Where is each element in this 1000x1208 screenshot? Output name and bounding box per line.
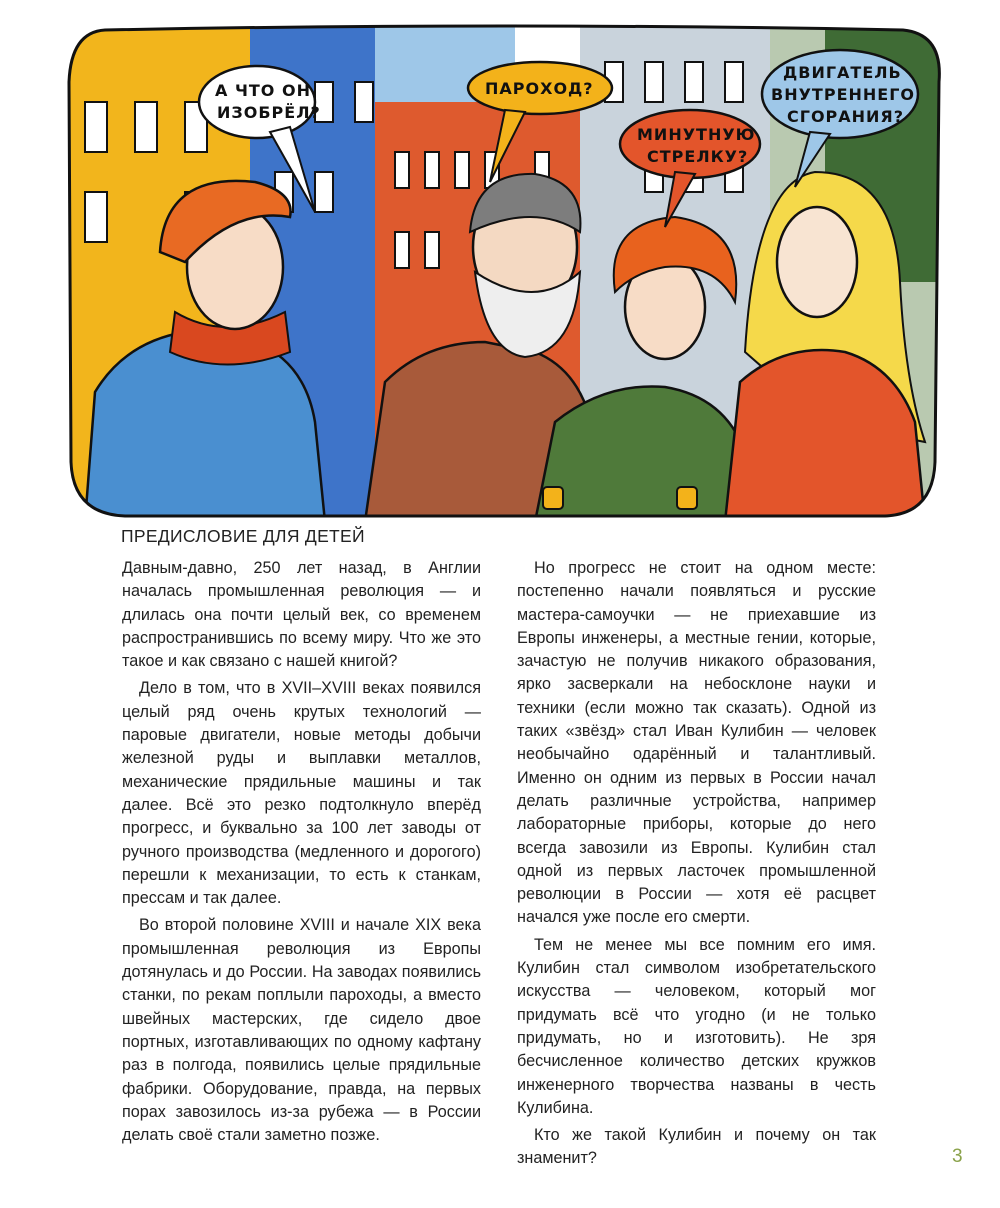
page-number: 3 bbox=[952, 1146, 963, 1167]
bubble-1-line-1: А ЧТО ОН bbox=[215, 81, 311, 100]
suspender-buckle bbox=[677, 487, 697, 509]
comic-illustration bbox=[65, 22, 943, 522]
bubble-4-line-2: ВНУТРЕННЕГО bbox=[771, 85, 915, 104]
paragraph: Кто же такой Кулибин и почему он так знаменит? bbox=[517, 1126, 876, 1168]
bubble-2-line-1: ПАРОХОД? bbox=[485, 79, 594, 98]
bubble-3-line-2: СТРЕЛКУ? bbox=[647, 147, 749, 166]
person-4-face bbox=[777, 207, 857, 317]
bubble-4-line-1: ДВИГАТЕЛЬ bbox=[783, 63, 902, 82]
paragraph: Но прогресс не стоит на одном месте: постепенно начали появляться и русские мастера-самоучки — не приехавшие из Европы инженеры, а местные гении, которые, зачастую не получив никакого образования, ярко засверкали на небосклоне науки и техники (если можно так сказать). Одной из таких «звёзд» стал Иван Кулибин — человек необычайно одарённый и талантливый. Именно он одним из первых в России начал делать различные устройства, например лабораторные приборы, которые до него всегда завозили из Европы. Кулибин стал одной из первых ласточек промышленной революции в России — хотя её расцвет начался уже после его смерти. bbox=[517, 559, 876, 927]
bubble-1-line-2: ИЗОБРЁЛ? bbox=[217, 103, 321, 122]
suspender-buckle bbox=[543, 487, 563, 509]
bubble-3-line-1: МИНУТНУЮ bbox=[637, 125, 756, 144]
paragraph: Дело в том, что в XVII–XVIII веках появился целый ряд очень крутых технологий — паровые двигатели, новые методы добычи железной руды и выплавки металлов, механические прядильные машины и так далее. Всё это резко подтолкнуло вперёд прогресс, и буквально за 100 лет заводы от ручного производства (медленного и дорогого) перешли к механизации, то есть к станкам, прессам и так далее. bbox=[122, 679, 481, 908]
bubble-4-line-3: СГОРАНИЯ? bbox=[787, 107, 905, 126]
page-heading: ПРЕДИСЛОВИЕ ДЛЯ ДЕТЕЙ bbox=[121, 526, 365, 546]
paragraph: Давным-давно, 250 лет назад, в Англии началась промышленная революция — и длилась она почти целый век, со временем распространившись по всему миру. Что же это такое и как связано с нашей книгой? bbox=[122, 559, 481, 671]
paragraph: Тем не менее мы все помним его имя. Кулибин стал символом изобретательского искусства — человеком, который мог придумать всё что угодно (и не только придумать, но и изготовить). Не зря бесчисленное количество детских кружков инженерного творчества названы в честь Кулибина. bbox=[517, 935, 876, 1117]
text-column-right bbox=[517, 557, 876, 1175]
text-column-left bbox=[122, 557, 481, 1151]
paragraph: Во второй половине XVIII и начале XIX века промышленная революция из Европы дотянулась и до России. На заводах появились станки, по рекам поплыли пароходы, а вместо швейных мастерских, где сидело двое портных, изготавливающих по одному кафтану раз в полгода, появились целые прядильные фабрики. Оборудование, правда, на первых порах завозилось из-за рубежа — в России делать своё стали заметно позже. bbox=[122, 916, 481, 1145]
